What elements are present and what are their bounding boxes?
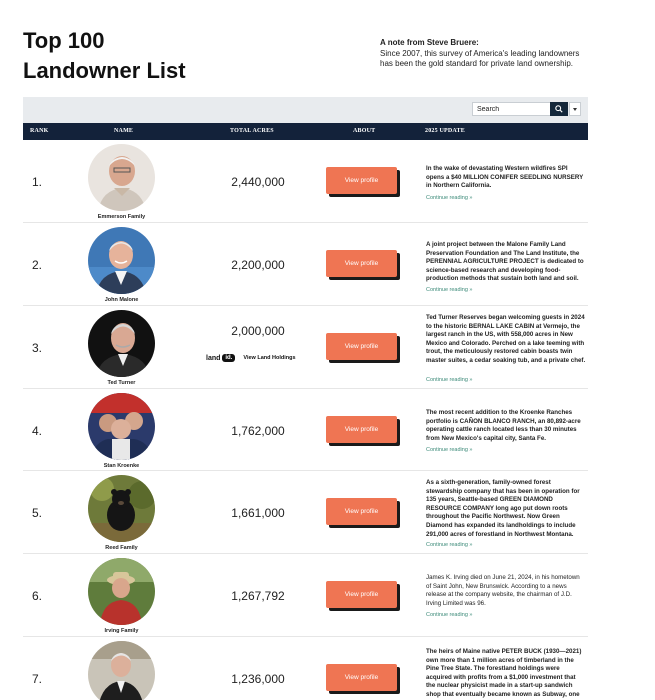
- acres-cell: 1,661,000: [231, 506, 285, 520]
- search-icon: [555, 105, 563, 113]
- person-name: Stan Kroenke: [103, 463, 140, 469]
- view-profile-button[interactable]: View profile: [326, 664, 397, 691]
- acres-cell: 2,440,000: [231, 175, 285, 189]
- person-name: John Malone: [104, 297, 139, 303]
- acres-cell: 2,000,000: [231, 324, 285, 338]
- note-title: A note from Steve Bruere:: [380, 38, 479, 47]
- page-title-line-1: Top 100: [23, 28, 105, 53]
- continue-reading-link[interactable]: Continue reading »: [426, 377, 473, 383]
- avatar: [88, 310, 155, 377]
- view-profile-button[interactable]: View profile: [326, 416, 397, 443]
- view-profile-button[interactable]: View profile: [326, 333, 397, 360]
- acres-cell: 2,200,000: [231, 258, 285, 272]
- land-id-promo: [206, 354, 296, 362]
- continue-reading-link[interactable]: Continue reading »: [426, 447, 473, 453]
- update-text: The heirs of Maine native PETER BUCK (1930—2021) own more than 1 million acres of timberland in the Pine Tree State. The forestland holdings were acquired with profits from a $1,000 investment that the nuclear physicist made in a start-up sandwich shop that eventually became known as Subway, one: [426, 648, 582, 698]
- rank-cell: 5.: [32, 506, 43, 520]
- avatar: [88, 641, 155, 700]
- acres-cell: 1,762,000: [231, 424, 285, 438]
- page-title-line-2: Landowner List: [23, 58, 186, 83]
- view-profile-button[interactable]: View profile: [326, 498, 397, 525]
- note-box: [380, 38, 590, 70]
- person-name: Emmerson Family: [97, 214, 146, 220]
- acres-cell: 1,267,792: [231, 589, 285, 603]
- update-text: As a sixth-generation, family-owned forest stewardship company that has been in operation for 135 years, Seattle-based GREEN DIAMOND RESOURCE COMPANY long ago put down roots throughout the Pacific Northwest. Now Green Diamond has expanded its landholdings to include 291,000 acres of forestland in Northwest Montana.: [426, 479, 580, 538]
- header-about[interactable]: ABOUT: [353, 128, 376, 134]
- rank-cell: 6.: [32, 589, 43, 603]
- search-input[interactable]: [472, 102, 550, 116]
- avatar: [88, 558, 155, 625]
- land-id-logo: [206, 354, 235, 362]
- table-row: [23, 390, 588, 471]
- update-text: Ted Turner Reserves began welcoming guests in 2024 to the historic BERNAL LAKE CABIN at Vermejo, the largest ranch in the US, with 558,000 acres in New Mexico and Colorado. Perched on a lake teeming with trout, the meticulously restored cabin boasts twin master suites, a cedar soaking tub, and a private chef.: [426, 314, 586, 364]
- view-land-holdings-link[interactable]: View Land Holdings: [243, 355, 296, 361]
- table-row: [23, 307, 588, 389]
- land-id-badge: id.: [222, 354, 235, 362]
- header-total-acres[interactable]: TOTAL ACRES: [230, 128, 274, 134]
- search-button[interactable]: [550, 102, 568, 116]
- table-header: [23, 123, 588, 140]
- table-row: [23, 141, 588, 223]
- update-text: A joint project between the Malone Family Land Preservation Foundation and The Land Institute, the PERENNIAL AGRICULTURE PROJECT is dedicated to science-based research and developing food-production methods that sustain both land and soil.: [426, 241, 584, 283]
- avatar: [88, 475, 155, 542]
- continue-reading-link[interactable]: Continue reading »: [426, 542, 473, 548]
- update-text: The most recent addition to the Kroenke Ranches portfolio is CAÑON BLANCO RANCH, an 80,892-acre operating cattle ranch located less than 30 minutes from New Mexico's capital city, Santa Fe.: [426, 409, 581, 442]
- person-name: Ted Turner: [107, 380, 136, 386]
- table-row: [23, 638, 588, 700]
- table-row: [23, 472, 588, 554]
- continue-reading-link[interactable]: Continue reading »: [426, 287, 473, 293]
- rank-cell: 1.: [32, 175, 43, 189]
- table-row: [23, 555, 588, 637]
- view-profile-button[interactable]: View profile: [326, 167, 397, 194]
- search-dropdown-button[interactable]: [569, 102, 581, 116]
- continue-reading-link[interactable]: Continue reading »: [426, 195, 473, 201]
- update-text: In the wake of devastating Western wildfires SPI opens a $40 MILLION CONIFER SEEDLING NURSERY in Northern California.: [426, 165, 584, 190]
- table-row: [23, 224, 588, 306]
- page-title: [23, 26, 186, 86]
- view-profile-button[interactable]: View profile: [326, 250, 397, 277]
- view-profile-button[interactable]: View profile: [326, 581, 397, 608]
- avatar: [88, 227, 155, 294]
- acres-cell: 1,236,000: [231, 672, 285, 686]
- note-body: Since 2007, this survey of America's leading landowners has been the gold standard for private land ownership.: [380, 48, 580, 68]
- continue-reading-link[interactable]: Continue reading »: [426, 612, 473, 618]
- table-toolbar: [23, 97, 588, 123]
- header-rank[interactable]: RANK: [30, 128, 49, 134]
- header-name[interactable]: NAME: [114, 128, 134, 134]
- land-id-logo-text: land: [206, 354, 221, 362]
- person-name: Irving Family: [104, 628, 139, 634]
- update-text: James K. Irving died on June 21, 2024, in his hometown of Saint John, New Brunswick. According to a news release at the company website, the chairman of J.D. Irving Limited was 96.: [426, 574, 580, 607]
- header-2025-update[interactable]: 2025 UPDATE: [425, 128, 465, 134]
- rank-cell: 2.: [32, 258, 43, 272]
- person-name: Reed Family: [105, 545, 138, 551]
- rank-cell: 3.: [32, 341, 43, 355]
- rank-cell: 7.: [32, 672, 43, 686]
- chevron-down-icon: [573, 108, 577, 111]
- rank-cell: 4.: [32, 424, 43, 438]
- avatar: [88, 144, 155, 211]
- avatar: [88, 393, 155, 460]
